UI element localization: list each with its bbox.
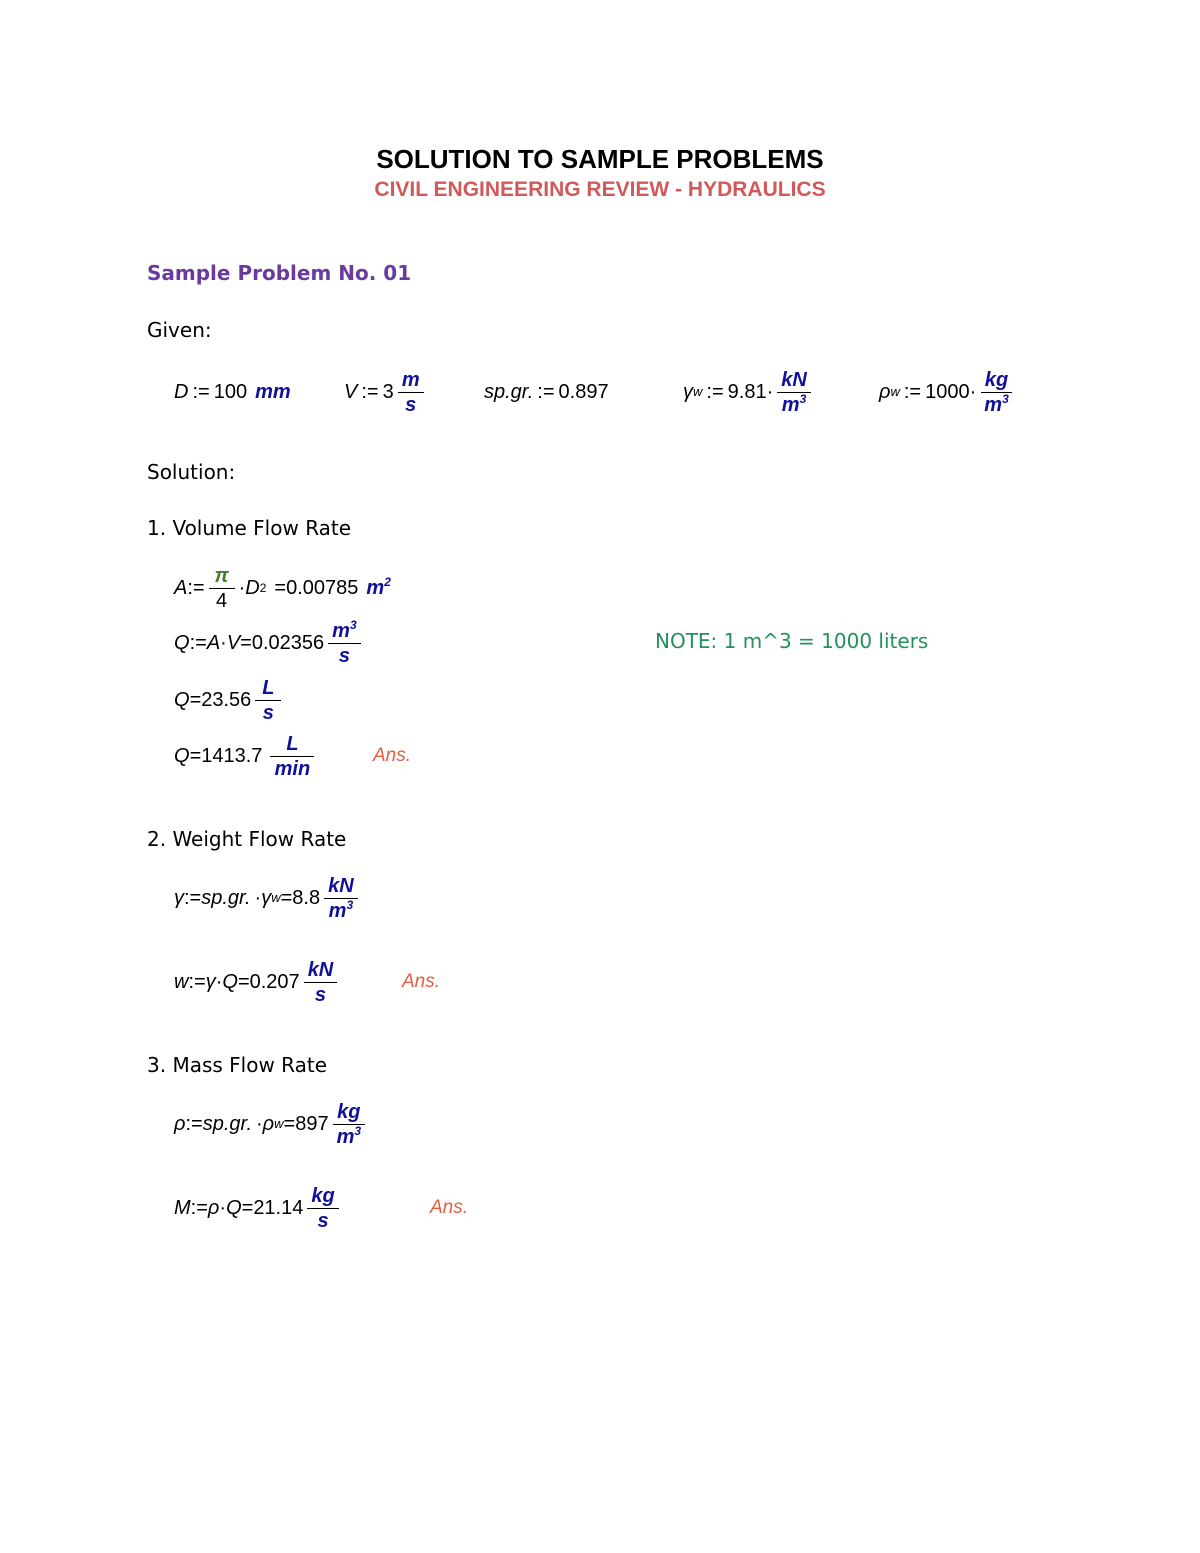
assign-op: :=: [903, 380, 922, 403]
lhs: A: [174, 576, 188, 599]
lhs: M: [174, 1196, 191, 1219]
result: 23.56: [201, 688, 252, 711]
var-sp-gr: sp.gr.: [202, 1112, 252, 1135]
result: 1413.7: [201, 744, 263, 767]
result: 21.14: [253, 1196, 304, 1219]
dot-op: ·: [766, 380, 774, 403]
unit-num: kN: [324, 875, 358, 899]
lhs: Q: [174, 744, 190, 767]
unit-den: s: [317, 1209, 329, 1232]
page-subtitle: CIVIL ENGINEERING REVIEW - HYDRAULICS: [374, 178, 826, 201]
unit-num: $m^3$: [328, 620, 360, 644]
equals: =: [189, 688, 202, 711]
unit-den: s: [405, 393, 417, 416]
var-v: V: [344, 380, 358, 403]
assign-op: :=: [185, 1112, 203, 1135]
unit-fraction: [333, 1101, 365, 1148]
value-d: 100: [213, 380, 248, 403]
unit-den: s: [262, 701, 274, 724]
assign-op: :=: [537, 380, 555, 403]
var-gamma-w: γ: [261, 886, 272, 909]
var-gamma: γ: [205, 970, 216, 993]
assign-op: :=: [192, 380, 210, 403]
unit-num: L: [255, 677, 281, 701]
var-d: D: [245, 576, 260, 599]
unit-fraction: [980, 369, 1012, 416]
dot-op: ·: [969, 380, 977, 403]
given-rho-w: ρ w := 1000 · $\frac{kg}{m^3}$: [879, 364, 1017, 420]
var-d: D: [174, 380, 189, 403]
lhs: Q: [174, 688, 190, 711]
unit-fraction: [304, 959, 338, 1006]
equation-gamma: γ := sp.gr. · γ w = 8.8 $\frac{kN}{m^3}$: [174, 870, 362, 926]
equation-weight-flow: [174, 954, 341, 1010]
var-rho: ρ: [207, 1196, 220, 1219]
unit-den: $m^3$: [336, 1123, 362, 1148]
equation-q-volume: [174, 615, 365, 671]
value-sp-gr: 0.897: [558, 380, 609, 403]
var-sp-gr: sp.gr.: [201, 886, 251, 909]
unit-num: L: [270, 733, 314, 757]
var-sp-gr: sp.gr.: [484, 380, 534, 403]
given-gamma-w: γ w := 9.81 · $\frac{kN}{m^3}$: [683, 364, 815, 420]
denominator: 4: [216, 589, 228, 612]
equation-rho: ρ := sp.gr. · ρ w = 897 $\frac{kg}{m^3}$: [174, 1096, 369, 1152]
section-weight-flow-rate: 2. Weight Flow Rate: [147, 827, 347, 851]
result: 897: [295, 1112, 329, 1135]
unit-fraction: [324, 875, 358, 922]
given-sp-gr: [484, 364, 609, 420]
result: 0.02356: [251, 631, 325, 654]
problem-title: Sample Problem No. 01: [147, 261, 412, 285]
equals: =: [274, 576, 287, 599]
dot-op: ·: [219, 1196, 227, 1219]
assign-op: :=: [706, 380, 724, 403]
assign-op: :=: [187, 576, 205, 599]
equation-q-liters-per-minute: [174, 728, 318, 784]
given-label: Given:: [147, 318, 212, 342]
unit-num: kN: [304, 959, 338, 983]
result: 0.207: [249, 970, 300, 993]
lhs: w: [174, 970, 189, 993]
lhs: Q: [174, 631, 190, 654]
assign-op: :=: [190, 1196, 208, 1219]
unit-fraction: [777, 369, 811, 416]
note-conversion: NOTE: 1 m^3 = 1000 liters: [655, 629, 929, 653]
solution-label: Solution:: [147, 460, 236, 484]
dot-op: ·: [256, 1112, 263, 1135]
equation-mass-flow: [174, 1180, 343, 1236]
value-rho-w: 1000: [925, 380, 970, 403]
var-q: Q: [222, 970, 238, 993]
assign-op: :=: [361, 380, 379, 403]
unit-den: s: [314, 983, 327, 1006]
equation-area: A := $\frac{\pi}{4}$ · D 2 = 0.00785 $m^2$: [174, 564, 391, 612]
section-mass-flow-rate: 3. Mass Flow Rate: [147, 1053, 328, 1077]
var-gamma: γ: [683, 380, 693, 403]
unit-den: $m^3$: [984, 391, 1009, 416]
unit-num: kg: [307, 1185, 338, 1209]
unit-num: kN: [777, 369, 811, 393]
dot-op: ·: [215, 970, 223, 993]
equals: =: [189, 744, 202, 767]
unit-num: kg: [981, 369, 1012, 393]
var-q: Q: [226, 1196, 242, 1219]
equals: =: [283, 1112, 296, 1135]
unit-den: s: [338, 644, 350, 667]
unit-den: $m^3$: [781, 391, 807, 416]
var-rho-w: ρ: [262, 1112, 275, 1135]
unit: $m^2$: [366, 574, 391, 599]
equals: =: [280, 886, 293, 909]
given-v: [344, 364, 428, 420]
lhs: γ: [174, 886, 184, 909]
unit-fraction: [398, 369, 424, 416]
unit-fraction: [328, 617, 360, 667]
answer-label: Ans.: [402, 971, 441, 992]
equals: =: [240, 631, 252, 654]
page-title: SOLUTION TO SAMPLE PROBLEMS: [376, 144, 824, 174]
unit-den: $m^3$: [328, 897, 354, 922]
result: 0.00785: [286, 576, 359, 599]
pi-over-four: [209, 565, 235, 612]
dot-op: ·: [238, 576, 246, 599]
unit-fraction: [270, 733, 314, 780]
assign-op: :=: [184, 886, 202, 909]
unit-fraction: [307, 1185, 338, 1232]
equation-q-liters-per-second: [174, 672, 285, 728]
result: 8.8: [292, 886, 321, 909]
var-rho: ρ: [879, 380, 891, 403]
given-d: [174, 364, 291, 420]
unit-fraction: [255, 677, 281, 724]
value-v: 3: [382, 380, 394, 403]
value-gamma-w: 9.81: [727, 380, 767, 403]
dot-op: ·: [254, 886, 262, 909]
answer-label: Ans.: [373, 745, 412, 766]
var-v: V: [226, 631, 241, 654]
assign-op: :=: [189, 631, 207, 654]
unit-num: kg: [333, 1101, 364, 1125]
assign-op: :=: [188, 970, 206, 993]
unit-den: min: [274, 757, 311, 780]
equals: =: [237, 970, 250, 993]
lhs: ρ: [174, 1112, 186, 1135]
equals: =: [241, 1196, 254, 1219]
answer-label: Ans.: [430, 1197, 469, 1218]
var-a: A: [206, 631, 221, 654]
unit-d: mm: [255, 380, 291, 403]
section-volume-flow-rate: 1. Volume Flow Rate: [147, 516, 352, 540]
unit-num: m: [398, 369, 424, 393]
dot-op: ·: [220, 631, 227, 654]
pi-symbol: π: [209, 565, 235, 589]
